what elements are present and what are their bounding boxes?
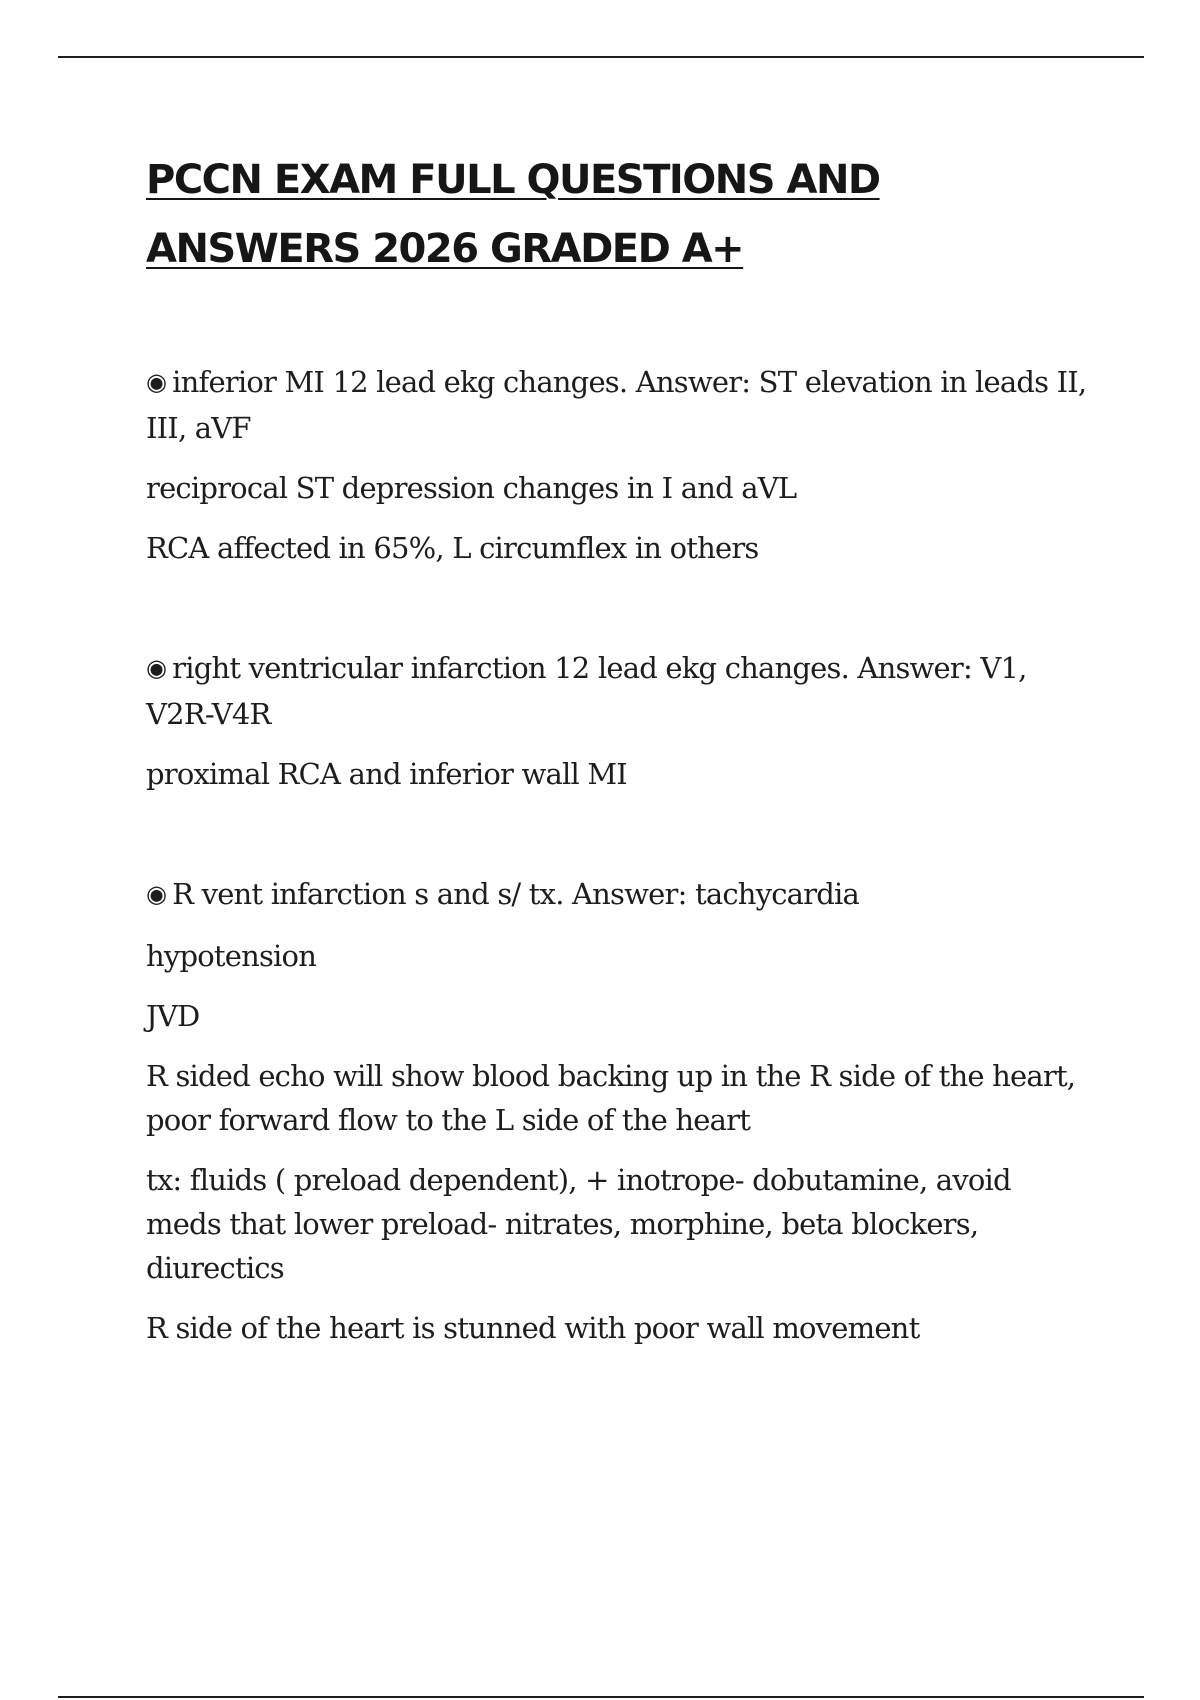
document-body [146, 146, 1091, 1366]
bullet-icon: ◉ [146, 654, 167, 682]
answer-detail: JVD [146, 999, 200, 1033]
answer-detail: reciprocal ST depression changes in I and aVL [146, 471, 797, 505]
qa-item [146, 646, 1091, 796]
answer-detail: R sided echo will show blood backing up in the R side of the heart, poor forward flow to the L side of the heart [146, 1059, 1076, 1137]
answer-detail: hypotension [146, 939, 317, 973]
bullet-icon: ◉ [146, 368, 167, 396]
question-text: right ventricular infarction 12 lead ekg changes. Answer: V1, V2R-V4R [146, 651, 1027, 731]
question-text: R vent infarction s and s/ tx. Answer: tachycardia [172, 877, 859, 911]
question-text: inferior MI 12 lead ekg changes. Answer: ST elevation in leads II, III, aVF [146, 365, 1087, 445]
qa-item [146, 360, 1091, 570]
answer-detail: tx: fluids ( preload dependent), + inotrope- dobutamine, avoid meds that lower preload- nitrates, morphine, beta blockers, diurectics [146, 1163, 1011, 1285]
qa-item [146, 872, 1091, 1350]
footer-rule [58, 1696, 1144, 1698]
document-title: PCCN EXAM FULL QUESTIONS AND ANSWERS 2026 GRADED A+ [146, 157, 880, 272]
question [146, 646, 1091, 736]
bullet-icon: ◉ [146, 880, 167, 908]
header-rule [58, 56, 1144, 58]
question [146, 360, 1091, 450]
answer-detail: proximal RCA and inferior wall MI [146, 757, 627, 791]
answer-detail: RCA affected in 65%, L circumflex in others [146, 531, 759, 565]
answer-detail: R side of the heart is stunned with poor wall movement [146, 1311, 920, 1345]
question [146, 872, 1091, 918]
